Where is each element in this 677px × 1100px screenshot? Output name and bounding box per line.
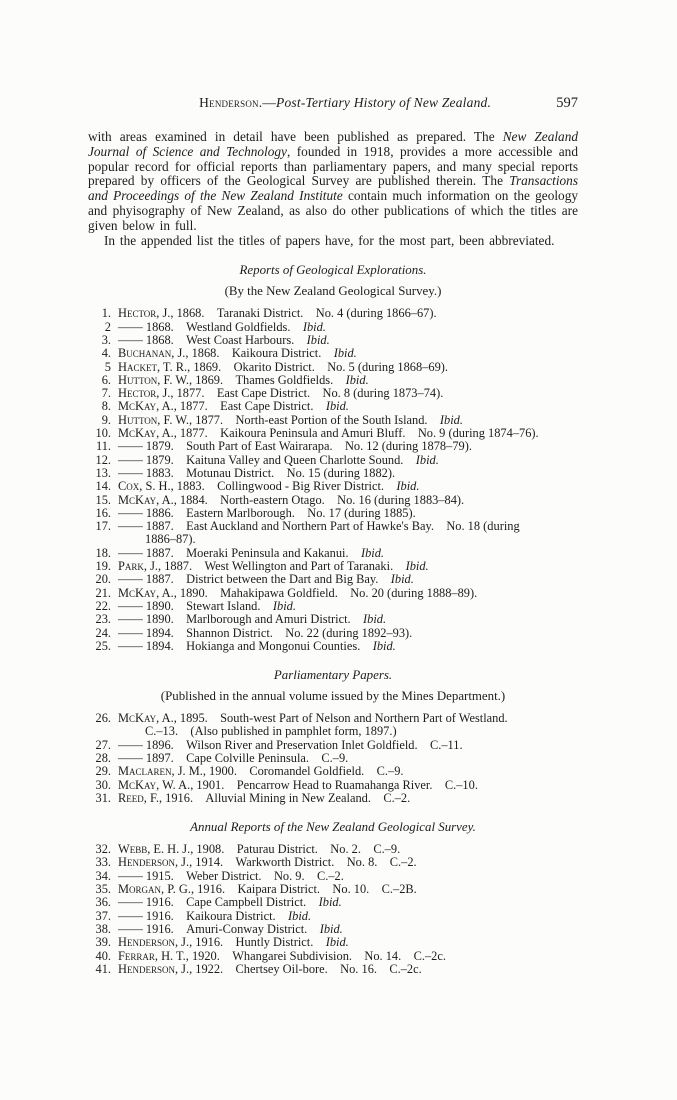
- item-author: ——: [118, 737, 143, 752]
- item-reference: Ibid.: [439, 412, 463, 427]
- item-number: 4.: [101, 346, 111, 361]
- item-number: 1.: [101, 306, 111, 321]
- item-number: 8.: [101, 399, 111, 414]
- item-reference: No. 2. C.–9.: [330, 842, 401, 857]
- item-text: —— 1890. Stewart Island. Ibid.: [118, 598, 296, 613]
- item-author: ——: [118, 921, 143, 936]
- item-number: 34.: [95, 868, 111, 883]
- list-item: [88, 573, 578, 586]
- bibliography-section: [88, 820, 578, 976]
- item-number: 23.: [95, 612, 111, 627]
- item-number: 16.: [95, 505, 111, 520]
- paragraph-text: contain much information on the geology and phyisography of New Zealand, as also do other publications of which the titles are given below in full.: [88, 188, 578, 233]
- item-reference: Ibid.: [415, 452, 439, 467]
- item-number: 30.: [95, 777, 111, 792]
- sections: [88, 263, 578, 976]
- item-reference: No. 8 (during 1873–74).: [322, 386, 444, 401]
- item-number: 2: [104, 319, 111, 334]
- list-item: [88, 454, 578, 467]
- item-text: —— 1868. West Coast Harbours. Ibid.: [118, 332, 330, 347]
- item-author: Morgan, P. G.,: [118, 882, 195, 897]
- item-author: McKay, A.,: [118, 426, 177, 441]
- item-author: McKay, A.,: [118, 711, 177, 726]
- item-number: 6.: [101, 372, 111, 387]
- item-author: ——: [118, 465, 143, 480]
- item-text: McKay, A., 1877. Kaikoura Peninsula and Amuri Bluff. No. 9 (during 1874–76).: [118, 426, 539, 441]
- list-item: [88, 374, 578, 387]
- item-text: —— 1883. Motunau District. No. 15 (during 1882).: [118, 465, 396, 480]
- list-item: [88, 779, 578, 792]
- item-number: 9.: [101, 412, 111, 427]
- item-author: ——: [118, 908, 143, 923]
- item-author: ——: [118, 332, 143, 347]
- item-continuation: 1886–87).: [145, 532, 196, 547]
- item-number: 35.: [95, 882, 111, 897]
- list-item: [88, 600, 578, 613]
- item-number: 25.: [95, 638, 111, 653]
- section-title: Reports of Geological Explorations.: [239, 263, 427, 278]
- item-author: Hector, J.,: [118, 386, 174, 401]
- item-text: Hutton, F. W., 1877. North-east Portion of the South Island. Ibid.: [118, 412, 463, 427]
- item-author: ——: [118, 598, 143, 613]
- item-text: Morgan, P. G., 1916. Kaipara District. No. 10. C.–2B.: [118, 882, 417, 897]
- list-item: [88, 520, 578, 547]
- item-reference: Ibid.: [372, 638, 396, 653]
- item-author: McKay, A.,: [118, 399, 177, 414]
- item-number: 41.: [95, 961, 111, 976]
- item-reference: No. 5 (during 1868–69).: [327, 359, 448, 374]
- item-reference: No. 22 (during 1892–93).: [285, 625, 413, 640]
- list-item: [88, 640, 578, 653]
- item-number: 21.: [95, 585, 111, 600]
- item-reference: C.–11.: [429, 737, 463, 752]
- list-item: [88, 400, 578, 413]
- item-reference: No. 17 (during 1885).: [307, 505, 416, 520]
- item-reference: Ibid.: [405, 559, 429, 574]
- list-item: [88, 321, 578, 334]
- item-text: —— 1915. Weber District. No. 9. C.–2.: [118, 868, 344, 883]
- item-text: —— 1897. Cape Colville Peninsula. C.–9.: [118, 750, 349, 765]
- item-text: —— 1886. Eastern Marlborough. No. 17 (during 1885).: [118, 505, 416, 520]
- item-author: ——: [118, 519, 143, 534]
- paragraph-text: with areas examined in detail have been published as prepared. The: [88, 129, 503, 144]
- item-text: —— 1879. South Part of East Wairarapa. No. 12 (during 1878–79).: [118, 439, 472, 454]
- item-number: 12.: [95, 452, 111, 467]
- item-author: Park, J.,: [118, 559, 162, 574]
- list-item: [88, 792, 578, 805]
- item-reference: C.–9.: [376, 764, 404, 779]
- list-item: [88, 361, 578, 374]
- item-reference: Ibid.: [325, 399, 349, 414]
- list-item: [88, 896, 578, 909]
- item-text: Cox, S. H., 1883. Collingwood - Big River District. Ibid.: [118, 479, 420, 494]
- item-author: Cox, S. H.,: [118, 479, 174, 494]
- section-subtitle: (By the New Zealand Geological Survey.): [224, 284, 442, 299]
- item-number: 11.: [95, 439, 111, 454]
- item-text: Henderson, J., 1916. Huntly District. Ibid.: [118, 935, 349, 950]
- list-item: [88, 587, 578, 600]
- item-author: ——: [118, 572, 143, 587]
- item-text: Buchanan, J., 1868. Kaikoura District. Ibid.: [118, 346, 357, 361]
- item-text: —— 1916. Kaikoura District. Ibid.: [118, 908, 312, 923]
- item-number: 39.: [95, 935, 111, 950]
- item-text: McKay, A., 1884. North-eastern Otago. No. 16 (during 1883–84).: [118, 492, 465, 507]
- reference-list: [88, 307, 578, 653]
- item-number: 28.: [95, 750, 111, 765]
- section-title: Annual Reports of the New Zealand Geological Survey.: [190, 820, 476, 835]
- item-text: —— 1916. Cape Campbell District. Ibid.: [118, 895, 342, 910]
- item-number: 20.: [95, 572, 111, 587]
- item-reference: No. 16 (during 1883–84).: [337, 492, 465, 507]
- page-number: 597: [556, 95, 578, 111]
- list-item: [88, 856, 578, 869]
- item-reference: Ibid.: [396, 479, 420, 494]
- item-number: 38.: [95, 921, 111, 936]
- list-item: [88, 843, 578, 856]
- item-text: Ferrar, H. T., 1920. Whangarei Subdivision. No. 14. C.–2c.: [118, 948, 446, 963]
- item-number: 14.: [95, 479, 111, 494]
- journal-title: New Zealand Journal of Science and Technology: [88, 129, 578, 159]
- item-number: 24.: [95, 625, 111, 640]
- item-text: —— 1894. Shannon District. No. 22 (during 1892–93).: [118, 625, 413, 640]
- journal-title: Transactions and Proceedings of the New Zealand Institute: [88, 173, 578, 204]
- item-number: 36.: [95, 895, 111, 910]
- list-item: [88, 765, 578, 778]
- item-reference: No. 12 (during 1878–79).: [344, 439, 472, 454]
- item-author: McKay, A.,: [118, 492, 177, 507]
- list-item: [88, 712, 578, 739]
- item-text: Park, J., 1887. West Wellington and Part of Taranaki. Ibid.: [118, 559, 429, 574]
- running-title: [88, 95, 556, 111]
- list-item: [88, 936, 578, 949]
- item-text: McKay, A., 1895. South-west Part of Nelson and Northern Part of Westland. C.–13. (Also published in pamphlet form, 1897.): [118, 712, 578, 739]
- paragraph-text: , founded in 1918, provides a more accessible and popular record for official reports than parliamentary papers, and many special reports prepared by officers of the Geological Survey are published therein. The: [88, 143, 578, 189]
- item-author: Hutton, F. W.,: [118, 372, 193, 387]
- list-item: [88, 627, 578, 640]
- item-number: 33.: [95, 855, 111, 870]
- list-item: [88, 739, 578, 752]
- item-reference: No. 9. C.–2.: [273, 868, 344, 883]
- item-author: Buchanan, J.,: [118, 346, 189, 361]
- item-author: ——: [118, 612, 143, 627]
- item-number: 29.: [95, 764, 111, 779]
- item-number: 5: [104, 359, 111, 374]
- item-author: ——: [118, 895, 143, 910]
- item-author: ——: [118, 545, 143, 560]
- item-text: Henderson, J., 1914. Warkworth District. No. 8. C.–2.: [118, 855, 417, 870]
- item-text: Webb, E. H. J., 1908. Paturau District. No. 2. C.–9.: [118, 842, 401, 857]
- list-item: [88, 923, 578, 936]
- list-item: [88, 347, 578, 360]
- item-author: ——: [118, 319, 143, 334]
- item-text: Henderson, J., 1922. Chertsey Oil-bore. No. 16. C.–2c.: [118, 961, 422, 976]
- item-reference: Ibid.: [333, 346, 357, 361]
- item-reference: Ibid.: [288, 908, 312, 923]
- item-author: Henderson, J.,: [118, 935, 193, 950]
- list-item: [88, 950, 578, 963]
- item-continuation: C.–13. (Also published in pamphlet form, 1897.): [145, 724, 397, 739]
- item-author: Ferrar, H. T.,: [118, 948, 189, 963]
- item-author: Hector, J.,: [118, 306, 174, 321]
- item-number: 7.: [101, 386, 111, 401]
- item-author: Webb, E. H. J.,: [118, 842, 194, 857]
- item-reference: C.–2.: [383, 790, 411, 805]
- item-reference: Ibid.: [345, 372, 369, 387]
- list-item: [88, 427, 578, 440]
- list-item: [88, 440, 578, 453]
- item-reference: No. 9 (during 1874–76).: [417, 426, 539, 441]
- item-number: 26.: [95, 711, 111, 726]
- item-reference: No. 18 (during: [446, 519, 520, 534]
- item-reference: Ibid.: [363, 612, 387, 627]
- item-text: —— 1887. District between the Dart and Big Bay. Ibid.: [118, 572, 414, 587]
- item-text: McKay, W. A., 1901. Pencarrow Head to Ruamahanga River. C.–10.: [118, 777, 478, 792]
- list-item: [88, 613, 578, 626]
- list-item: [88, 494, 578, 507]
- item-number: 37.: [95, 908, 111, 923]
- item-text: Hacket, T. R., 1869. Okarito District. No. 5 (during 1868–69).: [118, 359, 448, 374]
- running-header: [88, 95, 578, 112]
- item-text: —— 1896. Wilson River and Preservation Inlet Goldfield. C.–11.: [118, 737, 463, 752]
- item-reference: Ibid.: [319, 921, 343, 936]
- item-text: Hector, J., 1868. Taranaki District. No. 4 (during 1866–67).: [118, 306, 437, 321]
- list-item: [88, 963, 578, 976]
- item-reference: Ibid.: [390, 572, 414, 587]
- item-reference: Ibid.: [306, 332, 330, 347]
- reference-list: [88, 843, 578, 976]
- item-author: ——: [118, 452, 143, 467]
- item-number: 32.: [95, 842, 111, 857]
- running-title-text: Post-Tertiary History of New Zealand.: [276, 95, 492, 110]
- list-item: [88, 910, 578, 923]
- item-number: 31.: [95, 790, 111, 805]
- list-item: [88, 307, 578, 320]
- list-item: [88, 547, 578, 560]
- item-author: Hacket, T. R.,: [118, 359, 191, 374]
- list-item: [88, 870, 578, 883]
- item-number: 22.: [95, 598, 111, 613]
- item-author: Henderson, J.,: [118, 961, 193, 976]
- list-item: [88, 467, 578, 480]
- item-text: —— 1894. Hokianga and Mongonui Counties. Ibid.: [118, 638, 396, 653]
- item-number: 40.: [95, 948, 111, 963]
- item-text: —— 1890. Marlborough and Amuri District. Ibid.: [118, 612, 387, 627]
- reference-list: [88, 712, 578, 805]
- item-author: ——: [118, 750, 143, 765]
- item-author: Reed, F.,: [118, 790, 163, 805]
- item-text: —— 1887. Moeraki Peninsula and Kakanui. Ibid.: [118, 545, 385, 560]
- section-title: Parliamentary Papers.: [273, 668, 393, 683]
- intro-paragraph-2: In the appended list the titles of papers have, for the most part, been abbreviated.: [104, 232, 555, 248]
- item-number: 18.: [95, 545, 111, 560]
- list-item: [88, 752, 578, 765]
- item-reference: Ibid.: [302, 319, 326, 334]
- item-reference: Ibid.: [318, 895, 342, 910]
- item-reference: Ibid.: [272, 598, 296, 613]
- list-item: [88, 480, 578, 493]
- running-title-dash: —: [262, 95, 277, 110]
- item-author: Maclaren, J. M.,: [118, 764, 206, 779]
- item-number: 15.: [95, 492, 111, 507]
- item-author: McKay, A.,: [118, 585, 177, 600]
- list-item: [88, 414, 578, 427]
- item-author: Hutton, F. W.,: [118, 412, 193, 427]
- item-reference: No. 14. C.–2c.: [364, 948, 446, 963]
- item-reference: No. 16. C.–2c.: [340, 961, 422, 976]
- bibliography-section: [88, 668, 578, 805]
- item-reference: C.–9.: [321, 750, 349, 765]
- item-reference: Ibid.: [325, 935, 349, 950]
- item-author: ——: [118, 439, 143, 454]
- item-number: 3.: [101, 332, 111, 347]
- intro-paragraph-1: [88, 130, 578, 234]
- item-text: McKay, A., 1877. East Cape District. Ibid.: [118, 399, 349, 414]
- item-author: Henderson, J.,: [118, 855, 193, 870]
- item-text: —— 1879. Kaituna Valley and Queen Charlotte Sound. Ibid.: [118, 452, 439, 467]
- item-author: McKay, W. A.,: [118, 777, 194, 792]
- item-reference: No. 15 (during 1882).: [286, 465, 396, 480]
- item-text: Reed, F., 1916. Alluvial Mining in New Zealand. C.–2.: [118, 790, 411, 805]
- item-text: McKay, A., 1890. Mahakipawa Goldfield. No. 20 (during 1888–89).: [118, 585, 478, 600]
- item-number: 17.: [95, 519, 111, 534]
- item-number: 19.: [95, 559, 111, 574]
- list-item: [88, 560, 578, 573]
- item-text: —— 1916. Amuri-Conway District. Ibid.: [118, 921, 343, 936]
- item-text: Hector, J., 1877. East Cape District. No. 8 (during 1873–74).: [118, 386, 444, 401]
- item-author: ——: [118, 625, 143, 640]
- item-text: Hutton, F. W., 1869. Thames Goldfields. Ibid.: [118, 372, 369, 387]
- item-number: 27.: [95, 737, 111, 752]
- item-text: —— 1887. East Auckland and Northern Part of Hawke's Bay. No. 18 (during 1886–87).: [118, 520, 578, 547]
- item-author: ——: [118, 868, 143, 883]
- list-item: [88, 883, 578, 896]
- list-item: [88, 334, 578, 347]
- item-reference: No. 20 (during 1888–89).: [350, 585, 478, 600]
- list-item: [88, 507, 578, 520]
- item-reference: Ibid.: [360, 545, 385, 560]
- item-author: ——: [118, 638, 143, 653]
- item-reference: No. 4 (during 1866–67).: [315, 306, 437, 321]
- item-number: 13.: [95, 465, 111, 480]
- item-number: 10.: [95, 426, 111, 441]
- section-subtitle: (Published in the annual volume issued by the Mines Department.): [160, 689, 506, 704]
- item-reference: No. 8. C.–2.: [346, 855, 417, 870]
- list-item: [88, 387, 578, 400]
- bibliography-section: [88, 263, 578, 653]
- item-reference: No. 10. C.–2B.: [332, 882, 417, 897]
- item-text: —— 1868. Westland Goldfields. Ibid.: [118, 319, 326, 334]
- item-author: ——: [118, 505, 143, 520]
- item-text: Maclaren, J. M., 1900. Coromandel Goldfield. C.–9.: [118, 764, 404, 779]
- running-title-author: Henderson.: [199, 95, 263, 110]
- item-reference: C.–10.: [444, 777, 478, 792]
